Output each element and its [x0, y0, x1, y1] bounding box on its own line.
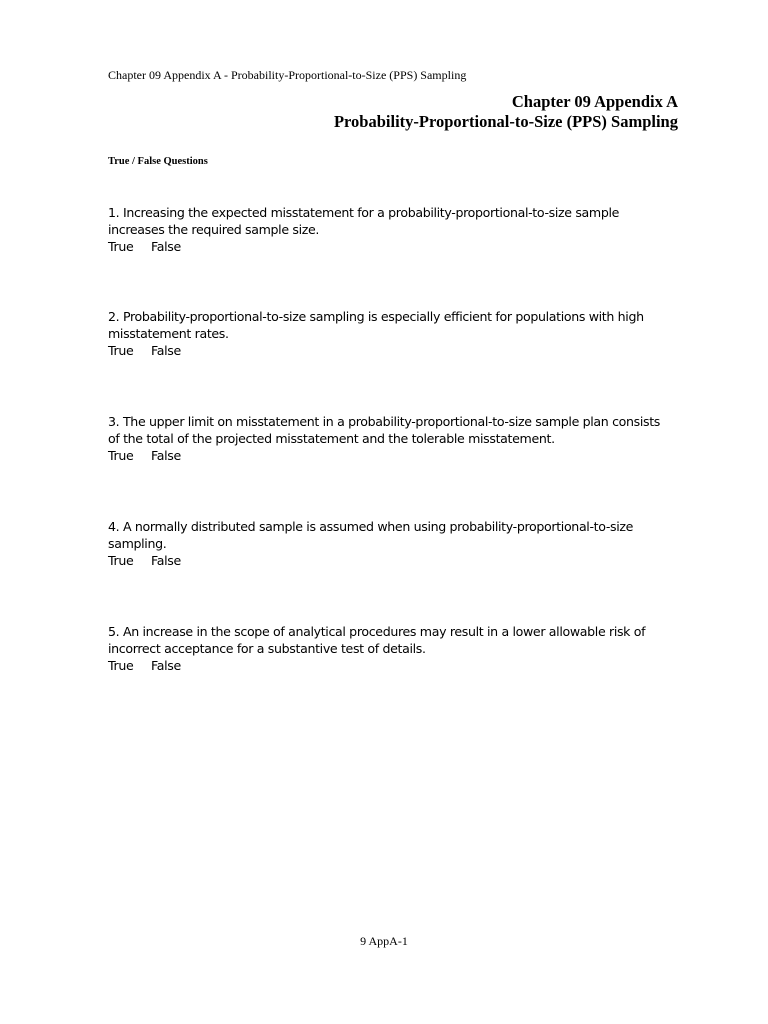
page-number: 9 AppA-1: [360, 934, 408, 948]
question-text-line: increases the required sample size.: [108, 222, 320, 237]
question-text-line: 4. A normally distributed sample is assumed when using probability-proportional-to-size: [108, 519, 634, 534]
answer-true: True: [108, 343, 134, 358]
section-heading: True / False Questions: [108, 156, 208, 167]
answer-true: True: [108, 448, 134, 463]
answer-options: [108, 342, 688, 359]
answer-options: [108, 447, 688, 464]
answer-options: [108, 238, 688, 255]
answer-options: [108, 657, 688, 674]
question-text-line: 5. An increase in the scope of analytical procedures may result in a lower allowable risk of: [108, 624, 646, 639]
question-3: [108, 413, 688, 464]
answer-false: False: [151, 448, 181, 463]
answer-false: False: [151, 553, 181, 568]
running-header: Chapter 09 Appendix A - Probability-Proportional-to-Size (PPS) Sampling: [108, 68, 467, 82]
question-text-line: sampling.: [108, 536, 167, 551]
question-text-line: misstatement rates.: [108, 326, 229, 341]
question-text-line: 3. The upper limit on misstatement in a probability-proportional-to-size sample plan consists: [108, 414, 661, 429]
title-line-chapter: Chapter 09 Appendix A: [511, 92, 678, 111]
answer-false: False: [151, 343, 181, 358]
question-5: [108, 623, 688, 674]
answer-false: False: [151, 658, 181, 673]
answer-true: True: [108, 239, 134, 254]
question-4: [108, 518, 688, 569]
answer-true: True: [108, 658, 134, 673]
answer-true: True: [108, 553, 134, 568]
question-text-line: of the total of the projected misstatement and the tolerable misstatement.: [108, 431, 555, 446]
question-1: [108, 204, 688, 255]
page-title: [334, 92, 678, 132]
question-text-line: incorrect acceptance for a substantive test of details.: [108, 641, 426, 656]
title-line-topic: Probability-Proportional-to-Size (PPS) Sampling: [333, 112, 678, 131]
answer-options: [108, 552, 688, 569]
question-2: [108, 308, 688, 359]
question-text-line: 2. Probability-proportional-to-size sampling is especially efficient for populations with high: [108, 309, 644, 324]
question-text-line: 1. Increasing the expected misstatement for a probability-proportional-to-size sample: [108, 205, 620, 220]
answer-false: False: [151, 239, 181, 254]
